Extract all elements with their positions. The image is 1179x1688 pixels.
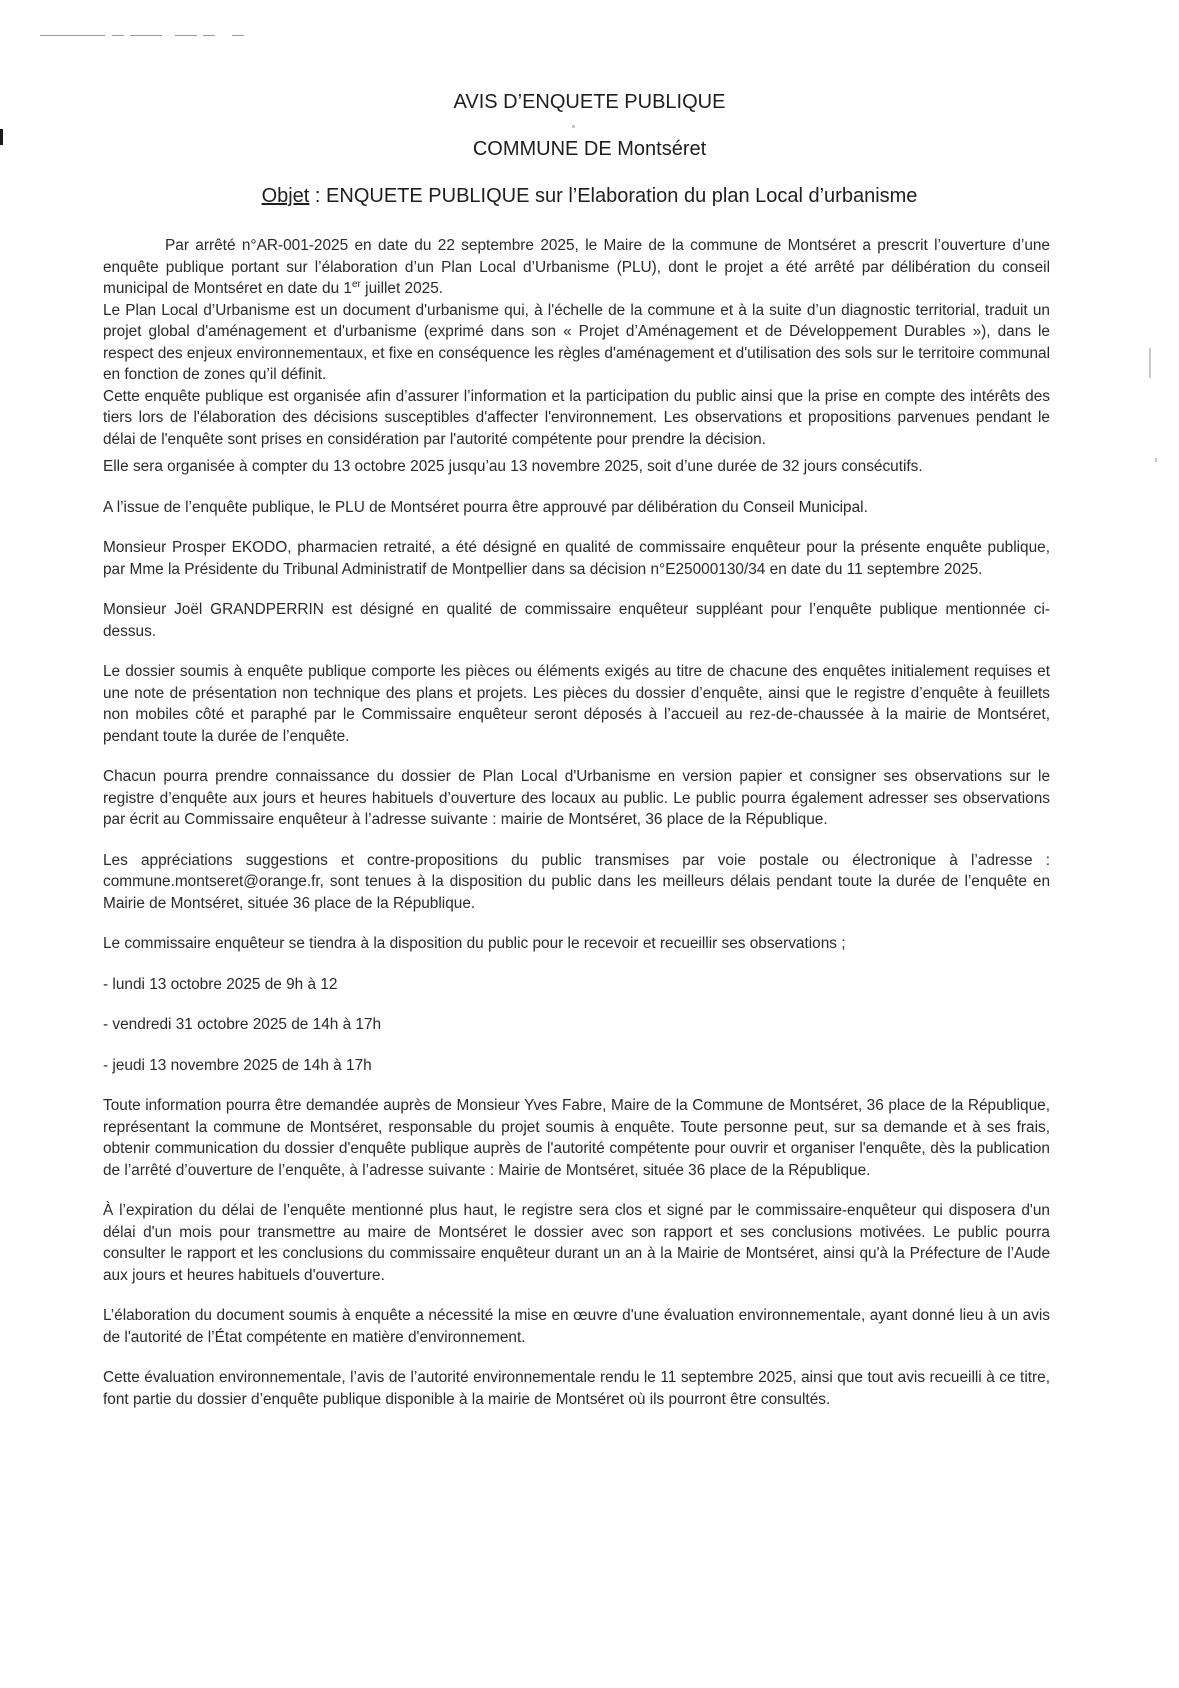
- paragraph-closing: À l’expiration du délai de l’enquête mentionné plus haut, le registre sera clos et signé par le commissaire-enquêteur qui disposera d'un délai d'un mois pour transmettre au maire de Montséret le dossier avec son rapport et ses conclusions motivées. Le public pourra consulter le rapport et les conclusions du commissaire enquêteur durant un an à la Mairie de Montséret, ainsi qu'à la Préfecture de l’Aude aux jours et heures habituels d'ouverture.: [103, 1202, 1050, 1284]
- scan-artifact-line: [40, 35, 105, 36]
- paragraph-information: Toute information pourra être demandée auprès de Monsieur Yves Fabre, Maire de la Commune de Montséret, 36 place de la République, représentant la commune de Montséret, responsable du projet soumis à enquête. Toute personne peut, sur sa demande et à ses frais, obtenir communication du dossier d'enquête publique auprès de l'autorité compétente pour ouvrir et organiser l'enquête, dès la publication de l’arrêté d’ouverture de l’enquête, à l’adresse suivante : Mairie de Montséret, située 36 place de la République.: [103, 1097, 1050, 1179]
- paragraph-consultation: Chacun pourra prendre connaissance du dossier de Plan Local d'Urbanisme en version papier et consigner ses observations sur le registre d’enquête aux jours et heures habituels d’ouverture des locaux au public. Le public pourra également adresser ses observations par écrit au Commissaire enquêteur à l’adresse suivante : mairie de Montséret, 36 place de la République.: [103, 768, 1050, 828]
- object-text: : ENQUETE PUBLIQUE sur l’Elaboration du plan Local d’urbanisme: [309, 185, 918, 207]
- schedule-item: - lundi 13 octobre 2025 de 9h à 12: [103, 975, 338, 993]
- scan-speck: [572, 125, 575, 128]
- scan-artifact-line: [203, 35, 215, 36]
- notice-body: [103, 235, 1050, 1410]
- paragraph-email: Les appréciations suggestions et contre-propositions du public transmises par voie postale ou électronique à l’adresse : commune.montseret@orange.fr, sont tenues à la disposition du public dans les meilleurs délais pendant toute la durée de l’enquête en Mairie de Montséret, située 36 place de la République.: [103, 851, 1050, 912]
- notice-title: AVIS D’ENQUETE PUBLIQUE: [453, 91, 726, 113]
- scan-artifact-line: [175, 35, 197, 36]
- paragraph-plu-definition: Le Plan Local d’Urbanisme est un document d'urbanisme qui, à l'échelle de la commune et à la suite d’un diagnostic territorial, traduit un projet global d'aménagement et d'urbanisme (exprimé dans son « Projet d’Aménagement et de Développement Durables »), dans le respect des enjeux environnementaux, et fixe en conséquence les règles d'aménagement et d'utilisation des sols sur le territoire communal en fonction de zones qu’il définit.: [103, 301, 1050, 383]
- schedule-item: - jeudi 13 novembre 2025 de 14h à 17h: [103, 1056, 372, 1074]
- paragraph-dossier: Le dossier soumis à enquête publique comporte les pièces ou éléments exigés au titre de chacune des enquêtes initialement requises et une note de présentation non technique des plans et projets. Les pièces du dossier d’enquête, ainsi que le registre d’enquête à feuillets non mobiles côté et paraphé par le Commissaire enquêteur seront déposés à l’accueil au rez-de-chaussée à la mairie de Montséret, pendant toute la durée de l’enquête.: [103, 663, 1050, 745]
- scan-artifact-line: [130, 35, 162, 36]
- commune-name: COMMUNE DE Montséret: [472, 138, 707, 160]
- paragraph-arrete-text: Par arrêté n°AR-001-2025 en date du 22 septembre 2025, le Maire de la commune de Montséret a prescrit l’ouverture d’une enquête publique portant sur l’élaboration d’un Plan Local d’Urbanisme (PLU), dont le projet a été arrêté par délibération du conseil municipal de Montséret en date du 1: [103, 237, 1050, 297]
- paragraph-purpose: Cette enquête publique est organisée afin d’assurer l’information et la participation du public ainsi que la prise en compte des intérêts des tiers lors de l'élaboration des décisions susceptibles d'affecter l'environnement. Les observations et propositions parvenues pendant le délai de l'enquête sont prises en considération par l'autorité compétente pour prendre la décision.: [103, 387, 1050, 448]
- schedule-item: - vendredi 31 octobre 2025 de 14h à 17h: [103, 1016, 382, 1033]
- scan-speck: [1155, 458, 1157, 462]
- paragraph-duration: Elle sera organisée à compter du 13 octobre 2025 jusqu’au 13 novembre 2025, soit d’une durée de 32 jours consécutifs.: [103, 458, 923, 475]
- paragraph-commissioner: Monsieur Prosper EKODO, pharmacien retraité, a été désigné en qualité de commissaire enquêteur pour la présente enquête publique, par Mme la Présidente du Tribunal Administratif de Montpellier dans sa décision n°E25000130/34 en date du 11 septembre 2025.: [103, 539, 1050, 578]
- paragraph-approval: A l’issue de l’enquête publique, le PLU de Montséret pourra être approuvé par délibération du Conseil Municipal.: [103, 498, 868, 516]
- paragraph-arrete-end: juillet 2025.: [360, 280, 444, 297]
- ordinal-superscript: er: [351, 278, 361, 290]
- paragraph-substitute: Monsieur Joël GRANDPERRIN est désigné en qualité de commissaire enquêteur suppléant pour l’enquête publique mentionnée ci-dessus.: [103, 601, 1050, 640]
- scan-speck: [1149, 348, 1151, 378]
- paragraph-arrete: [103, 235, 1050, 300]
- object-line: [0, 185, 1179, 208]
- scan-artifact-line: [112, 35, 124, 36]
- paragraph-evaluation: Cette évaluation environnementale, l’avis de l’autorité environnementale rendu le 11 septembre 2025, ainsi que tout avis recueilli à ce titre, font partie du dossier d’enquête publique disponible à la mairie de Montséret où ils pourront être consultés.: [103, 1369, 1050, 1408]
- object-label: Objet: [261, 185, 310, 207]
- scan-artifact-line: [232, 35, 244, 36]
- paragraph-environmental: L’élaboration du document soumis à enquête a nécessité la mise en œuvre d'une évaluation environnementale, ayant donné lieu à un avis de l'autorité de l’État compétente en matière d'environnement.: [103, 1307, 1050, 1346]
- paragraph-permanences: Le commissaire enquêteur se tiendra à la disposition du public pour le recevoir et recueillir ses observations ;: [103, 935, 846, 952]
